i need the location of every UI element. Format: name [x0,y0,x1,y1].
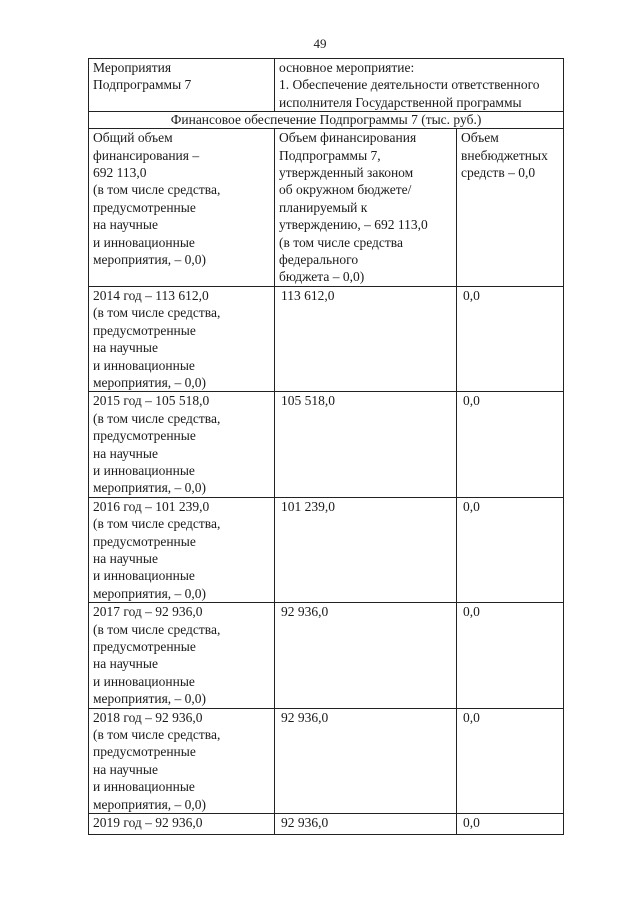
year-extra-cell: 0,0 [457,286,564,391]
year-extra-cell: 0,0 [457,814,564,835]
extrabudgetary-cell: Объем внебюджетных средств – 0,0 [457,129,564,287]
table-row [89,286,564,391]
year-total-cell: 2018 год – 92 936,0 (в том числе средства, предусмотренные на научные и инновационные мероприятия, – 0,0) [89,708,275,813]
subprogram-7-passport-table [88,58,563,835]
events-row [89,59,564,112]
financing-title-row [89,112,564,129]
events-label: Мероприятия Подпрограммы 7 [89,59,275,112]
year-extra-cell: 0,0 [457,392,564,497]
table-row [89,603,564,708]
year-total-cell: 2016 год – 101 239,0 (в том числе средства, предусмотренные на научные и инновационные мероприятия, – 0,0) [89,497,275,602]
events-value: основное мероприятие: 1. Обеспечение деятельности ответственного исполнителя Государственной программы [275,59,564,112]
year-budget-cell: 92 936,0 [275,814,457,835]
table-row [89,814,564,835]
table-row [89,708,564,813]
year-budget-cell: 105 518,0 [275,392,457,497]
year-budget-cell: 101 239,0 [275,497,457,602]
total-financing-cell: Общий объем финансирования – 692 113,0 (в том числе средства, предусмотренные на научные и инновационные мероприятия, – 0,0) [89,129,275,287]
year-extra-cell: 0,0 [457,497,564,602]
year-total-cell: 2017 год – 92 936,0 (в том числе средства, предусмотренные на научные и инновационные мероприятия, – 0,0) [89,603,275,708]
year-budget-cell: 92 936,0 [275,603,457,708]
page-number: 49 [313,36,327,51]
year-extra-cell: 0,0 [457,603,564,708]
financing-table [88,58,564,835]
budget-financing-cell: Объем финансирования Подпрограммы 7, утвержденный законом об окружном бюджете/ планируемый к утверждению, – 692 113,0 (в том числе средства федерального бюджета – 0,0) [275,129,457,287]
year-total-cell: 2015 год – 105 518,0 (в том числе средства, предусмотренные на научные и инновационные мероприятия, – 0,0) [89,392,275,497]
financing-header-row [89,129,564,287]
table-row [89,497,564,602]
financing-title: Финансовое обеспечение Подпрограммы 7 (тыс. руб.) [89,112,564,129]
year-budget-cell: 92 936,0 [275,708,457,813]
year-total-cell: 2019 год – 92 936,0 [89,814,275,835]
year-budget-cell: 113 612,0 [275,286,457,391]
table-row [89,392,564,497]
year-total-cell: 2014 год – 113 612,0 (в том числе средства, предусмотренные на научные и инновационные мероприятия, – 0,0) [89,286,275,391]
year-extra-cell: 0,0 [457,708,564,813]
